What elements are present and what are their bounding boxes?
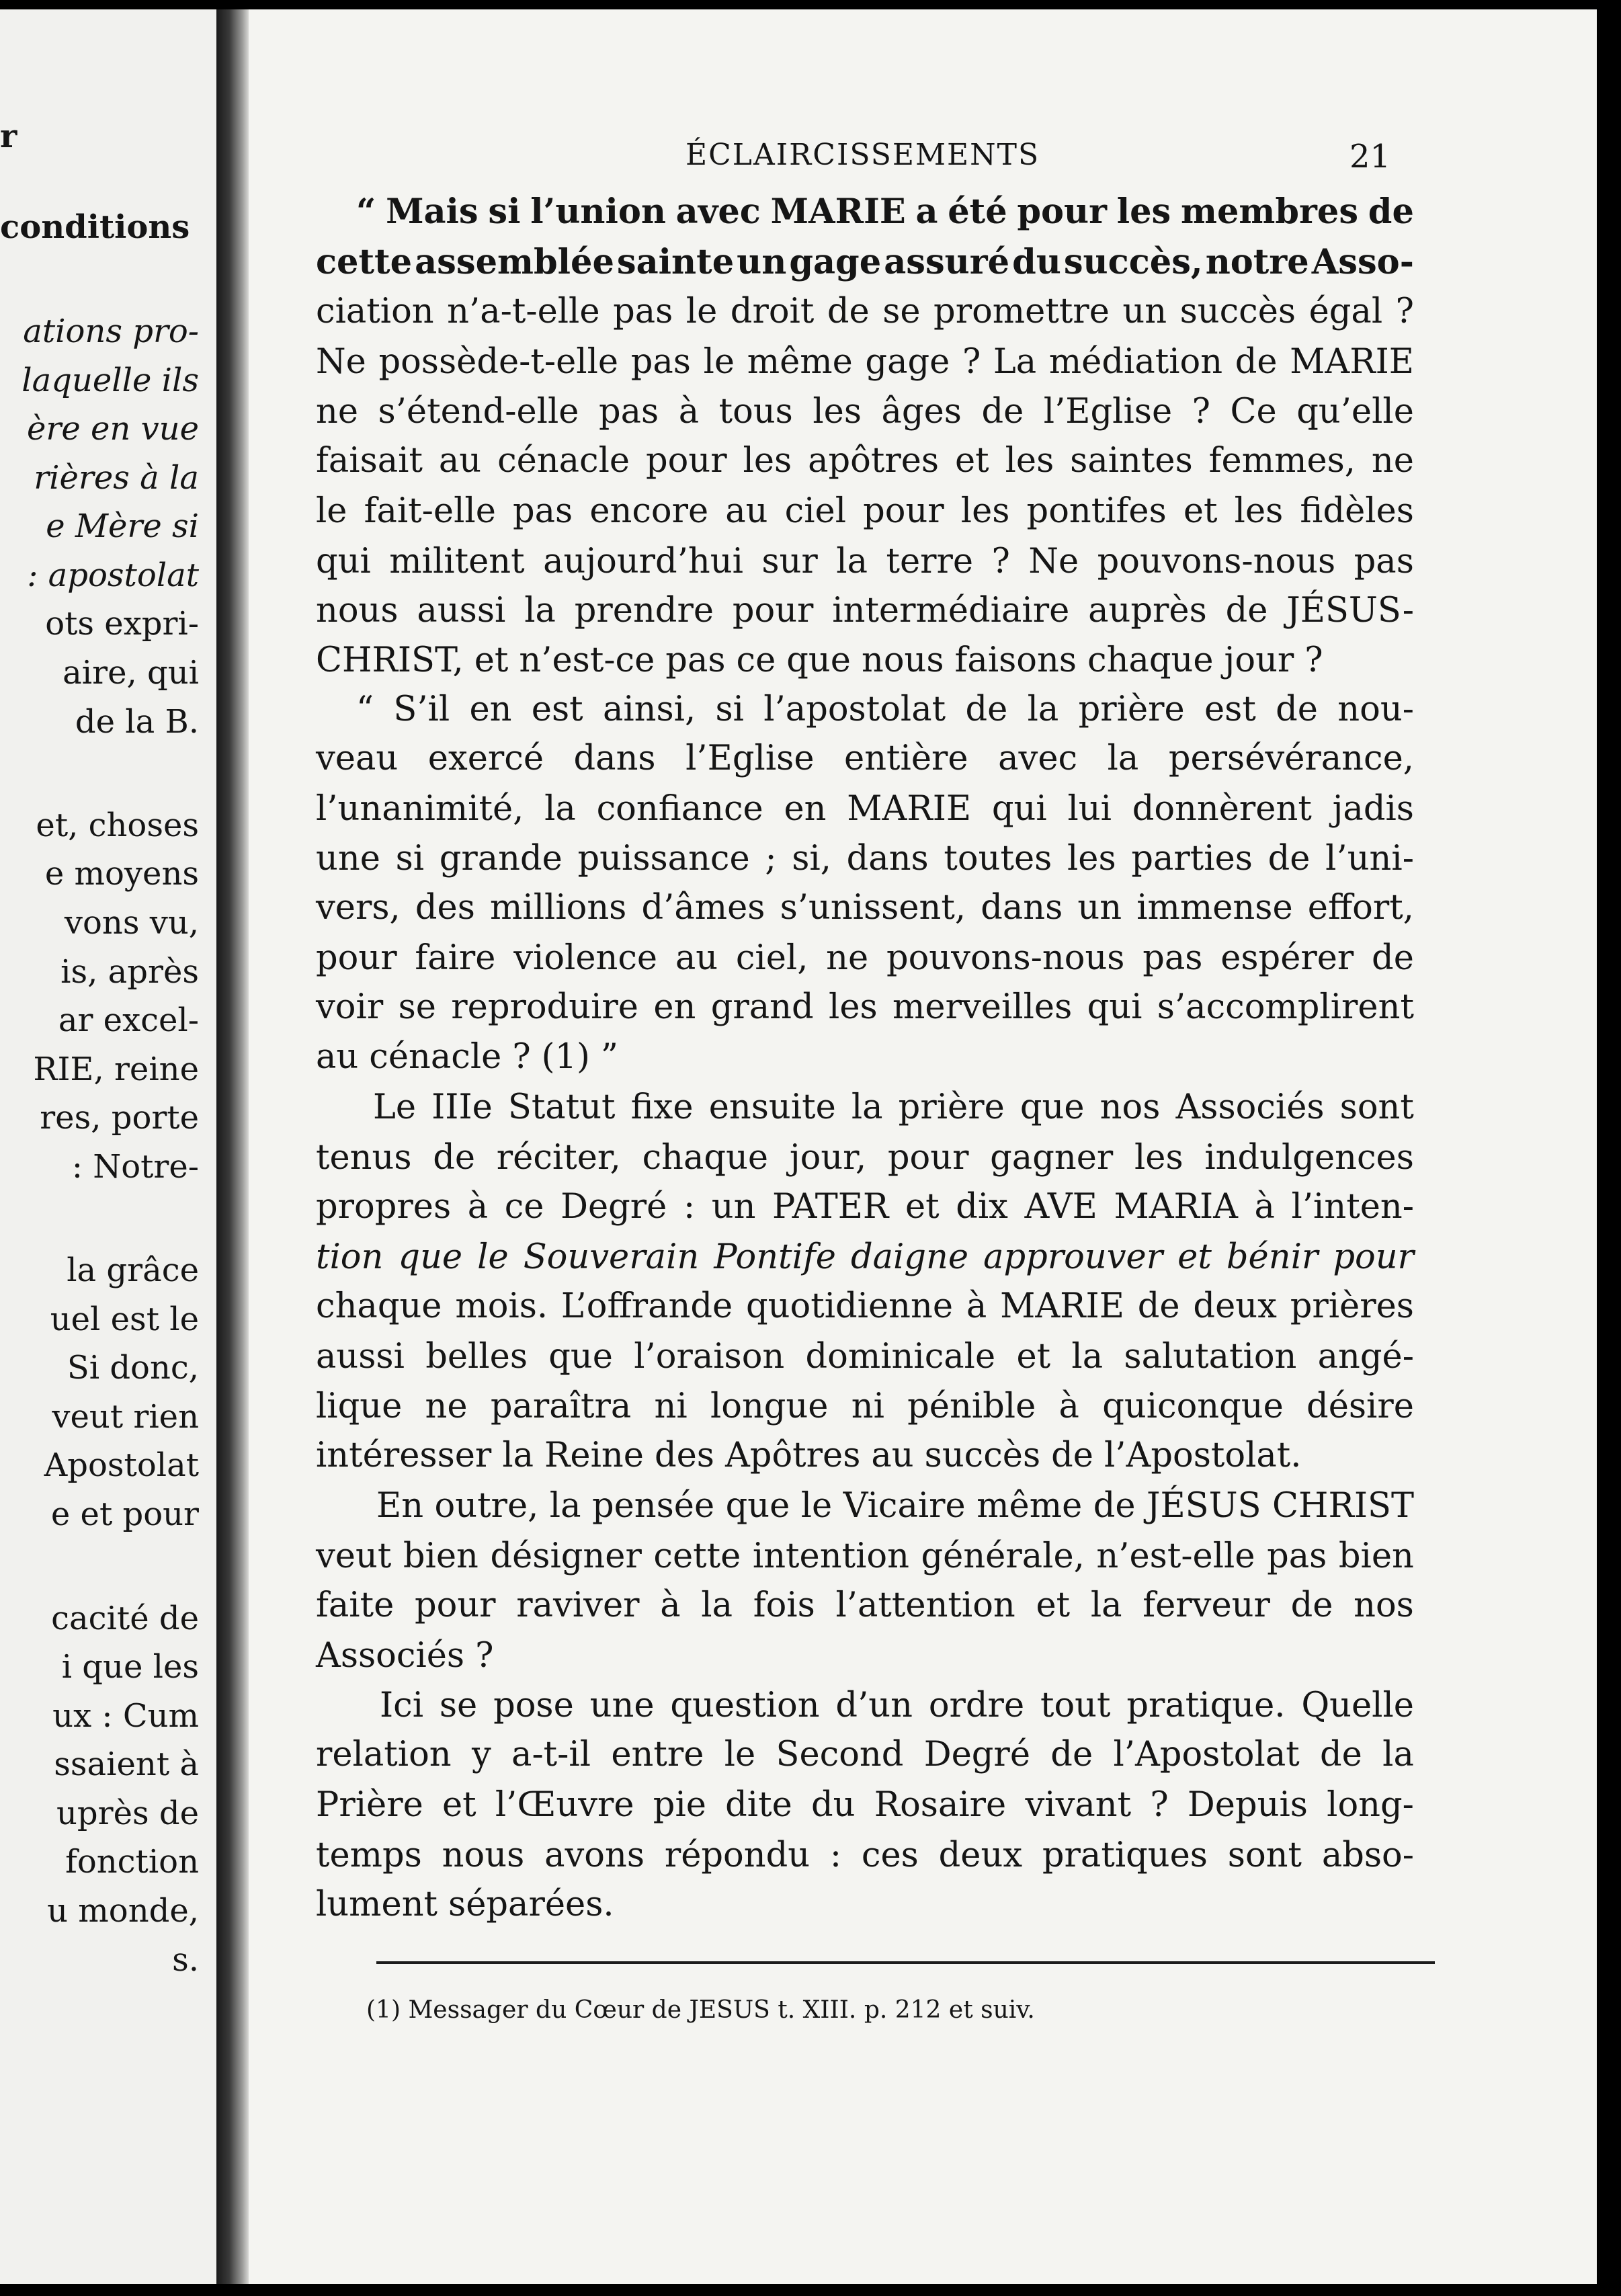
text-line: faite pour raviver à la fois l’attention et la ferveur de nos [316,1586,1414,1625]
text-line: ne s’étend-elle pas à tous les âges de l’Eglise ? Ce qu’elle [316,392,1414,432]
facing-page-line: cacité de [51,1600,199,1637]
facing-page-line: res, porte [40,1099,199,1137]
text-line: le fait-elle pas encore au ciel pour les pontifes et les fidèles [316,491,1414,531]
facing-page-line: vons vu, [64,904,199,942]
facing-page-line: laquelle ils [22,362,199,399]
facing-page-line: uel est le [50,1301,199,1338]
footnote: (1) Messager du Cœur de JESUS t. XIII. p. 212 et suiv. [366,1996,1035,2024]
book-gutter [216,9,249,2284]
text-line: Le IIIe Statut fixe ensuite la prière que nos Associés sont [373,1088,1414,1127]
facing-page-line: : apostolat [27,557,199,594]
text-line: veut bien désigner cette intention générale, n’est-elle pas bien [316,1536,1414,1576]
facing-page-line: veut rien [52,1398,199,1436]
scan-border-bottom [0,2284,1621,2296]
facing-page-line: Apostolat [44,1446,199,1484]
text-line: “ S’il en est ainsi, si l’apostolat de la prière est de nou- [356,690,1414,729]
facing-page-line: RIE, reine [33,1051,199,1088]
facing-page-line: ots expri- [45,605,199,643]
facing-page-line: fonction [65,1843,199,1881]
text-line: nous aussi la prendre pour intermédiaire auprès de JÉSUS- [316,591,1414,630]
facing-page-line: s. [172,1941,199,1979]
text-line: En outre, la pensée que le Vicaire même de JÉSUS CHRIST [376,1486,1414,1526]
text-line: l’unanimité, la confiance en MARIE qui lui donnèrent jadis [316,789,1414,829]
text-line: lument séparées. [316,1885,614,1924]
text-line: tenus de réciter, chaque jour, pour gagner les indulgences [316,1138,1414,1178]
page-number: 21 [1349,138,1391,175]
facing-page-line: rières à la [34,459,199,497]
text-line: chaque mois. L’offrande quotidienne à MARIE de deux prières [316,1286,1414,1326]
text-line: pour faire violence au ciel, ne pouvons-nous pas espérer de [316,938,1414,978]
facing-page-line: ux : Cum [52,1697,199,1735]
text-line: veau exercé dans l’Eglise entière avec la persévérance, [316,739,1414,778]
scan-border-right [1597,0,1621,2296]
facing-page-line: r [0,118,17,155]
facing-page-line: aire, qui [63,654,199,692]
facing-page-line: ations pro- [23,313,199,350]
text-line: aussi belles que l’oraison dominicale et la salutation angé- [316,1337,1414,1377]
facing-page-line: de la B. [75,703,199,741]
facing-page-line: e et pour [50,1495,199,1533]
facing-page-line: is, après [60,953,199,991]
facing-page-line: Si donc, [67,1349,199,1387]
facing-page-line: ère en vue [26,410,199,448]
footnote-rule [376,1961,1435,1964]
text-line: au cénacle ? (1) ” [316,1037,618,1077]
facing-page-line: la grâce [67,1252,199,1289]
text-line: ciation n’a-t-elle pas le droit de se promettre un succès égal ? [316,292,1414,331]
text-line: “ Mais si l’union avec MARIE a été pour les membres de [356,192,1414,232]
text-line: Prière et l’Œuvre pie dite du Rosaire vivant ? Depuis long- [316,1785,1414,1825]
facing-page-line: uprès de [56,1795,199,1832]
facing-page-line: e Mère si [46,507,199,545]
facing-page-line: i que les [61,1648,199,1686]
facing-page-line: ssaient à [54,1746,199,1783]
text-line: lique ne paraîtra ni longue ni pénible à quiconque désire [316,1387,1414,1426]
text-line: Ici se pose une question d’un ordre tout pratique. Quelle [380,1686,1414,1725]
text-line: Associés ? [316,1636,494,1676]
facing-page [0,9,216,2284]
text-line: qui militent aujourd’hui sur la terre ? Ne pouvons-nous pas [316,542,1414,581]
facing-page-line: e moyens [44,855,199,893]
text-line: propres à ce Degré : un PATER et dix AVE MARIA à l’inten- [316,1187,1414,1227]
facing-page-line: : Notre- [71,1148,199,1186]
text-line: cette assemblée sainte un gage assuré du succès, notre Asso- [316,242,1414,282]
facing-page-line: ar excel- [58,1001,199,1039]
text-line: une si grande puissance ; si, dans toutes les parties de l’uni- [316,839,1414,878]
text-line: vers, des millions d’âmes s’unissent, dans un immense effort, [316,888,1414,928]
text-line: relation y a-t-il entre le Second Degré de l’Apostolat de la [316,1735,1414,1774]
facing-page-line: u monde, [47,1892,199,1930]
text-line: faisait au cénacle pour les apôtres et les saintes femmes, ne [316,441,1414,481]
text-line: temps nous avons répondu : ces deux pratiques sont abso- [316,1836,1414,1875]
facing-page-line: conditions [0,208,190,246]
text-line: voir se reproduire en grand les merveilles qui s’accomplirent [316,987,1414,1027]
text-line: CHRIST, et n’est-ce pas ce que nous faisons chaque jour ? [316,641,1323,680]
facing-page-line: et, choses [36,807,199,844]
text-line: Ne possède-t-elle pas le même gage ? La médiation de MARIE [316,342,1414,382]
running-head: ÉCLAIRCISSEMENTS [685,138,1040,172]
scan-border-top [0,0,1621,9]
text-line: intéresser la Reine des Apôtres au succès de l’Apostolat. [316,1436,1302,1475]
text-line: tion que le Souverain Pontife daigne approuver et bénir pour [316,1237,1414,1277]
